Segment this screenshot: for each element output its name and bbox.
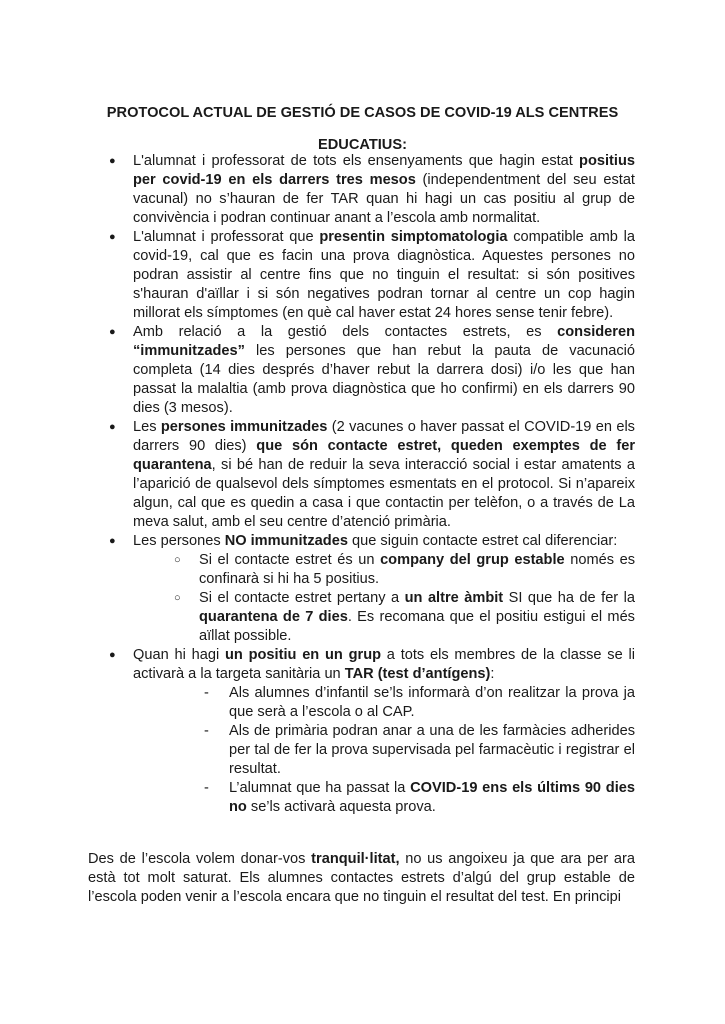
sublist-item-stable-group: ○ Si el contacte estret és un company del grup estable només es confinarà si hi ha 5 positius. [173, 551, 635, 589]
closing-paragraph: Des de l’escola volem donar-vos tranquil·litat, no us angoixeu ja que ara per ara està tot molt saturat. Els alumnes contactes estrets d’algú del grup estable de l’escola poden venir a l’escola encara que no tinguin el resultat del test. En principi [88, 851, 635, 905]
list-item-previous-positives: ● L'alumnat i professorat de tots els ensenyaments que hagin estat positius per covid-19 en els darrers tres mesos (independentment del seu estat vacunal) no s’hauran de fer TAR quan hi hagi un cas positiu al grup de convivència i podran continuar anant a l’escola amb normalitat. [108, 152, 635, 228]
list-item-non-immunized: ● Les persones NO immunitzades que siguin contacte estret cal diferenciar: ○ Si el contacte estret és un company del grup estable només es confinarà si hi ha 5 positius. ○ Si el contacte estret pertany a un altre àmbit SI que ha de fer la quarantena de 7 dies. Es recomana que el positiu estigui el més aïllat possible. [108, 532, 635, 646]
protocol-list [108, 152, 635, 817]
document-title: PROTOCOL ACTUAL DE GESTIÓ DE CASOS DE COVID-19 ALS CENTRES EDUCATIUS: [106, 104, 619, 153]
list-item-immunized-definition: ● Amb relació a la gestió dels contactes estrets, es consideren “immunitzades” les persones que han rebut la pauta de vacunació completa (14 dies després d’haver rebut la darrera dosi) i/o les que han passat la malaltia (amb prova diagnòstica que ho confirmi) en els darrers 90 dies (3 mesos). [108, 323, 635, 418]
list-item-positive-in-group: ● Quan hi hagi un positiu en un grup a tots els membres de la classe se li activarà a la targeta sanitària un TAR (test d’antígens): - Als alumnes d’infantil se’ls informarà d’on realitzar la prova ja que serà a l’escola o al CAP. - Als de primària podran anar a una de les farmàcies adherides per tal de fer la prova supervisada pel farmacèutic i registrar el resultat. - L’alumnat que ha passat la COVID-19 ens els últims 90 dies no se’ls activarà aquesta prova. [108, 646, 635, 817]
dash-item-recent-covid: - L’alumnat que ha passat la COVID-19 ens els últims 90 dies no se’ls activarà aquesta prova. [201, 779, 635, 817]
antigen-test-sublist [133, 684, 635, 817]
list-item-immunized-contacts: ● Les persones immunitzades (2 vacunes o haver passat el COVID-19 en els darrers 90 dies) que són contacte estret, queden exemptes de fer quarantena, si bé han de reduir la seva interacció social i estar amatents a l’aparició de qualsevol dels símptomes esmentats en el protocol. Si n’apareix algun, cal que es quedin a casa i que contactin per telèfon, o a través de La meva salut, amb el seu centre d’atenció primària. [108, 418, 635, 532]
dash-item-infantil: - Als alumnes d’infantil se’ls informarà d’on realitzar la prova ja que serà a l’escola o al CAP. [201, 684, 635, 722]
sublist-item-other-area: ○ Si el contacte estret pertany a un altre àmbit SI que ha de fer la quarantena de 7 dies. Es recomana que el positiu estigui el més aïllat possible. [173, 589, 635, 646]
list-item-symptoms: ● L'alumnat i professorat que presentin simptomatologia compatible amb la covid-19, cal que es facin una prova diagnòstica. Aquestes persones no podran assistir al centre fins que no tinguin el resultat: si són positives s'hauran d'aïllar i si són negatives podran tornar al centre un cop hagin millorat els símptomes (en què cal haver estat 24 hores sense tenir febre). [108, 228, 635, 323]
non-immunized-sublist [133, 551, 635, 646]
dash-item-primaria: - Als de primària podran anar a una de les farmàcies adherides per tal de fer la prova supervisada pel farmacèutic i registrar el resultat. [201, 722, 635, 779]
